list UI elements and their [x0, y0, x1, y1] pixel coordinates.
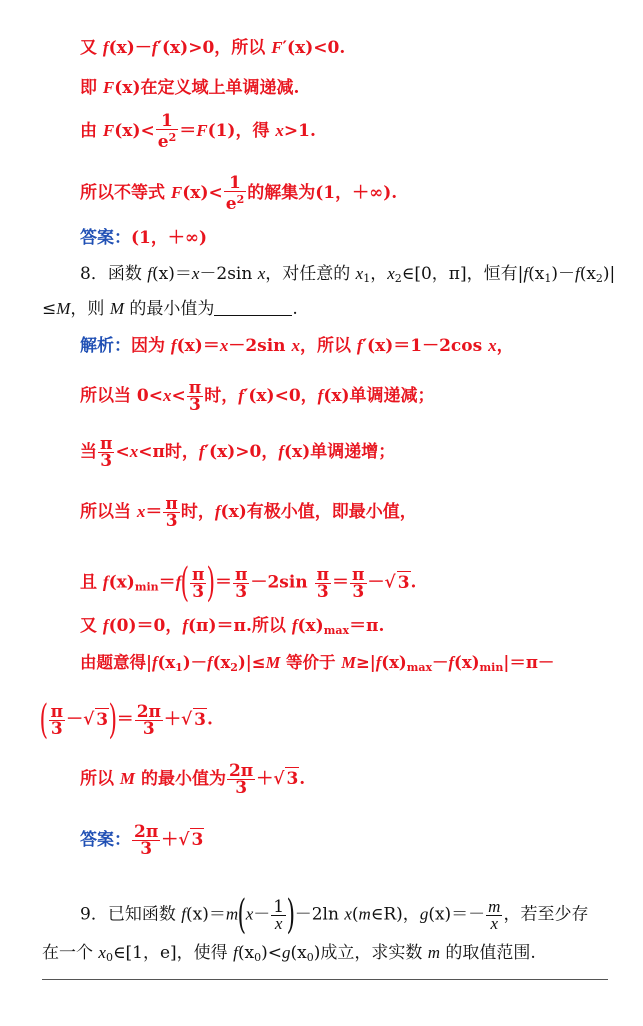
text: ∈[1，e]，使得	[112, 943, 234, 963]
text: e	[225, 194, 237, 214]
denominator	[156, 130, 178, 150]
subscript: max	[406, 661, 433, 674]
fraction	[135, 701, 163, 739]
analysis-line-1	[80, 335, 514, 357]
denominator: 3	[140, 839, 153, 859]
bottom-divider	[42, 979, 608, 980]
text: －2sin	[250, 572, 314, 593]
text: 所以不等式	[80, 183, 171, 203]
text: ＝	[215, 572, 232, 593]
problem-8-line-2	[42, 298, 298, 320]
text: 由题意得|	[80, 653, 153, 672]
text: (x)	[381, 653, 407, 672]
text: 8．函数	[80, 264, 148, 284]
fraction	[350, 564, 366, 602]
numerator: 2π	[228, 761, 254, 781]
text: M	[119, 769, 136, 788]
denominator: 3	[235, 581, 248, 602]
text: ′(x)>0，	[204, 442, 279, 462]
fraction	[486, 896, 502, 933]
text: f	[198, 442, 205, 461]
subscript: 1	[175, 661, 183, 674]
analysis-line-4	[80, 496, 417, 529]
denominator: 3	[316, 581, 329, 602]
text: －	[66, 709, 84, 730]
numerator: 1	[273, 896, 285, 917]
text: ，	[496, 336, 514, 356]
text: x	[191, 264, 200, 283]
text: ，对任意的	[265, 264, 356, 284]
fraction	[233, 564, 249, 602]
text: (x	[528, 264, 545, 284]
denominator: 3	[189, 395, 201, 415]
text: ＝	[116, 709, 134, 730]
fraction	[132, 824, 160, 857]
text: －2sin	[228, 336, 292, 356]
text: |＝π－	[503, 653, 555, 672]
text: (π)＝π.所以	[188, 616, 292, 636]
text: (x)有极小值，即最小值，	[220, 502, 417, 522]
subscript: 2	[394, 272, 402, 285]
text: (x)在定义域上单调递减.	[114, 78, 300, 98]
numerator: 2π	[134, 822, 159, 842]
text: －2ln	[294, 904, 345, 925]
text: f	[175, 572, 182, 592]
subscript: 0	[306, 951, 314, 964]
text: ′(x)＝1－2cos	[362, 336, 489, 356]
answer-label: 答案：	[80, 228, 131, 248]
text: x	[245, 904, 254, 924]
text: f	[448, 653, 455, 672]
text: x	[387, 264, 395, 283]
text: (x)＝	[176, 336, 220, 356]
left-paren: (	[39, 697, 49, 743]
numerator: π	[235, 564, 248, 585]
solution-line-1	[80, 37, 345, 59]
text: (x	[579, 264, 596, 284]
numerator: π	[191, 564, 205, 585]
text: f	[102, 38, 109, 57]
text: (x)＝	[151, 264, 192, 284]
text: (x)－	[108, 38, 152, 58]
denominator: x	[274, 913, 283, 933]
text: ′(x)<0.	[282, 38, 346, 58]
answer-label: 答案：	[80, 830, 131, 850]
denominator: 3	[50, 718, 63, 739]
text: f	[102, 616, 109, 635]
text: ≥|	[355, 653, 376, 672]
text: .	[410, 572, 417, 593]
fraction	[98, 436, 114, 469]
text: f	[278, 442, 285, 461]
subscript: 2	[230, 661, 238, 674]
text: ＝π.	[349, 616, 385, 636]
text: 的解集为(1，＋∞).	[247, 183, 398, 203]
text: m	[225, 904, 239, 924]
analysis-line-5	[80, 560, 417, 606]
text: <	[171, 386, 186, 406]
text: x	[98, 943, 106, 962]
text: f	[238, 386, 244, 405]
text: 当	[80, 442, 97, 462]
text: (x)	[297, 616, 324, 636]
text: f	[170, 336, 177, 355]
subscript: min	[479, 661, 504, 674]
text: M	[56, 299, 71, 318]
text: <π时，	[138, 442, 199, 462]
text: M	[341, 653, 356, 672]
text: (x)＝－	[428, 904, 486, 925]
text: f	[233, 943, 238, 962]
solution-line-3	[80, 113, 316, 150]
numerator: π	[316, 564, 330, 585]
text: f	[291, 616, 298, 635]
text: (x)＝	[185, 904, 226, 925]
text: 在一个	[42, 943, 99, 963]
text: F	[170, 183, 183, 202]
subscript: 1	[544, 272, 552, 285]
text: (x)单调递增；	[284, 442, 396, 462]
fraction	[156, 113, 178, 150]
text: x	[219, 336, 229, 355]
text: g	[281, 943, 291, 962]
text: (x)<	[114, 121, 155, 141]
text: f	[147, 264, 152, 283]
answer-line-8	[80, 824, 204, 857]
analysis-line-6	[80, 615, 384, 642]
numerator: 1	[156, 113, 178, 130]
subscript: min	[134, 580, 159, 594]
numerator: π	[100, 434, 113, 454]
radicand: 3	[191, 830, 204, 850]
subscript: 0	[105, 951, 113, 964]
text: 时，	[180, 502, 215, 522]
text: (x)	[454, 653, 480, 672]
left-paren: (	[180, 560, 190, 606]
analysis-line-2	[80, 380, 435, 413]
text: x	[275, 121, 284, 140]
text: (1)，得	[207, 121, 276, 141]
numerator: π	[165, 494, 178, 514]
text: f	[152, 653, 158, 672]
analysis-line-9	[80, 763, 305, 796]
subscript: 1	[363, 272, 371, 285]
right-paren: )	[206, 560, 216, 606]
text: f	[181, 904, 186, 924]
answer-blank	[214, 315, 292, 316]
fraction	[187, 380, 203, 413]
numerator: 2π	[136, 701, 161, 722]
fraction	[163, 496, 179, 529]
text: 9．已知函数	[80, 904, 182, 925]
subscript: 2	[595, 272, 603, 285]
denominator: 3	[100, 451, 113, 471]
text: x	[488, 336, 497, 355]
text: ′(x)>0，所以	[157, 38, 272, 58]
text: f	[356, 336, 363, 355]
text: (x)单调递减；	[323, 386, 435, 406]
text: ，若至少存	[503, 904, 589, 925]
text: x	[257, 264, 266, 283]
text: e	[157, 132, 169, 152]
text: f	[214, 502, 221, 521]
text: x	[136, 502, 146, 521]
sqrt-icon: √	[384, 572, 396, 593]
text: .	[207, 709, 213, 730]
denominator: 3	[142, 718, 155, 739]
text: 等价于	[280, 653, 342, 672]
text: －	[253, 904, 271, 925]
text: )－	[551, 264, 575, 284]
text: F	[271, 38, 283, 57]
text: (x)<	[182, 183, 223, 203]
text: 且	[80, 572, 103, 593]
text: (x	[212, 653, 231, 672]
text: )成立，求实数	[313, 943, 428, 963]
sqrt-icon: √	[180, 709, 193, 730]
answer-value: (1，＋∞)	[131, 228, 208, 248]
text: (0)＝0，	[108, 616, 183, 636]
problem-8-line-1	[80, 263, 615, 290]
text: x	[291, 336, 300, 355]
superscript: 2	[168, 131, 177, 144]
left-paren: (	[237, 892, 247, 938]
text: 由	[80, 121, 103, 141]
radicand: 3	[194, 709, 207, 730]
fraction	[224, 175, 246, 212]
text: ＝	[179, 121, 197, 141]
text: ∈[0，π]，恒有|	[401, 264, 524, 284]
text: ＝	[332, 572, 350, 593]
text: (x	[237, 943, 255, 963]
fraction	[315, 564, 331, 602]
text: M	[265, 653, 281, 672]
sqrt-icon: √	[178, 830, 190, 850]
text: ∈R)，	[370, 904, 420, 925]
text: )－	[182, 653, 208, 672]
sqrt-icon: √	[273, 769, 285, 789]
problem-9-line-2	[42, 942, 536, 969]
text: 所以	[80, 769, 120, 789]
text: )<	[261, 943, 282, 963]
text: ＋	[256, 769, 274, 789]
text: )|≤	[237, 653, 266, 672]
text: ′(x)<0，	[243, 386, 318, 406]
denominator: 3	[235, 778, 248, 798]
numerator: π	[188, 378, 202, 398]
analysis-line-7	[80, 652, 554, 679]
text: 因为	[131, 336, 171, 356]
denominator: x	[490, 913, 499, 933]
text: 的最小值为	[135, 769, 226, 789]
text: ＋	[163, 709, 181, 730]
numerator: π	[352, 564, 365, 585]
text: x	[344, 904, 352, 924]
text: (x)	[108, 572, 135, 593]
text: ＝	[145, 502, 163, 522]
text: ＝	[158, 572, 176, 593]
text: (	[351, 904, 359, 925]
text: M	[109, 299, 124, 318]
text: .	[292, 299, 298, 319]
solution-line-2	[80, 77, 299, 99]
text: f	[317, 386, 324, 405]
text: x	[129, 442, 139, 461]
fraction	[190, 564, 206, 602]
superscript: 2	[236, 193, 245, 206]
solution-line-4	[80, 175, 397, 212]
text: ，则	[70, 299, 110, 319]
text: m	[427, 943, 441, 962]
denominator: 3	[352, 581, 365, 602]
fraction	[49, 701, 65, 739]
text: f	[151, 38, 158, 57]
radicand: 3	[397, 572, 410, 593]
text: －	[432, 653, 449, 672]
analysis-line-8	[39, 697, 213, 743]
numerator: 1	[224, 175, 246, 192]
text: 又	[80, 38, 103, 58]
text: 所以当	[80, 502, 137, 522]
text: <	[115, 442, 130, 462]
denominator: 3	[165, 511, 178, 531]
text: m	[358, 904, 371, 924]
subscript: 0	[254, 951, 262, 964]
text: f	[207, 653, 213, 672]
text: ＋	[161, 830, 179, 850]
text: f	[182, 616, 189, 635]
text: 的最小值为	[124, 299, 215, 319]
text: 所以当 0<	[80, 386, 163, 406]
denominator: 3	[192, 581, 205, 602]
subscript: max	[323, 624, 350, 637]
right-paren: )	[108, 697, 118, 743]
answer-line-7	[80, 227, 207, 249]
analysis-line-3	[80, 436, 395, 469]
text: )|	[602, 264, 616, 284]
fraction	[227, 763, 255, 796]
text: x	[163, 386, 172, 405]
text: 时，	[204, 386, 239, 406]
numerator: m	[488, 896, 501, 916]
text: f	[523, 264, 529, 283]
radicand: 3	[286, 769, 299, 789]
text: (x	[157, 653, 176, 672]
analysis-label: 解析：	[80, 336, 131, 356]
text: F	[102, 78, 115, 97]
text: f	[574, 264, 580, 283]
text: >1.	[283, 121, 316, 141]
radicand: 3	[96, 709, 109, 730]
text: ，所以	[299, 336, 357, 356]
text: －	[367, 572, 385, 593]
text: g	[419, 904, 429, 924]
right-paren: )	[286, 892, 296, 938]
fraction	[271, 896, 286, 933]
text: ≤	[42, 299, 57, 319]
text: －2sin	[199, 264, 258, 284]
denominator	[224, 192, 246, 212]
text: f	[375, 653, 382, 672]
numerator: π	[50, 701, 64, 722]
text: 的取值范围.	[440, 943, 536, 963]
problem-9-line-1	[80, 892, 589, 938]
text: (x	[290, 943, 307, 963]
text: .	[299, 769, 306, 789]
text: 又	[80, 616, 103, 636]
text: f	[102, 572, 109, 592]
text: F	[196, 121, 208, 140]
text: ，	[370, 264, 388, 284]
text: x	[355, 264, 364, 283]
text: 即	[80, 78, 103, 98]
text: F	[102, 121, 115, 140]
sqrt-icon: √	[83, 709, 95, 730]
